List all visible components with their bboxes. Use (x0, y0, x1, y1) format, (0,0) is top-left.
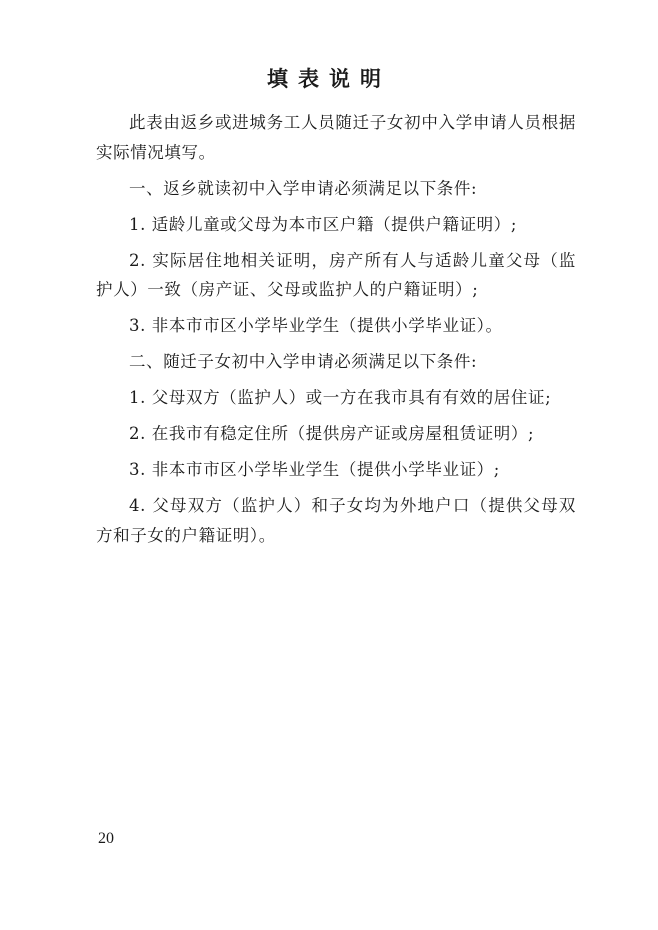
list-item: 3. 非本市市区小学毕业学生（提供小学毕业证）; (129, 460, 500, 479)
list-item: 2. 在我市有稳定住所（提供房产证或房屋租赁证明）; (129, 424, 535, 443)
section-heading-migrant: 二、随迁子女初中入学申请必须满足以下条件: (129, 352, 478, 371)
list-item: 4. 父母双方（监护人）和子女均为外地户口（提供父母双方和子女的户籍证明）。 (96, 496, 576, 545)
list-item: 1. 父母双方（监护人）或一方在我市具有有效的居住证; (129, 388, 552, 407)
list-item: 3. 非本市市区小学毕业学生（提供小学毕业证）。 (129, 316, 503, 335)
intro-paragraph: 此表由返乡或进城务工人员随迁子女初中入学申请人员根据实际情况填写。 (96, 113, 576, 162)
document-body (96, 108, 576, 557)
list-item: 1. 适龄儿童或父母为本市区户籍（提供户籍证明）; (129, 214, 518, 234)
page-number: 20 (98, 830, 114, 847)
list-item: 2. 实际居住地相关证明，房产所有人与适龄儿童父母（监护人）一致（房产证、父母或监护人的户籍证明）; (96, 250, 576, 299)
page-title: 填表说明 (267, 66, 391, 91)
section-heading-return: 一、返乡就读初中入学申请必须满足以下条件: (129, 178, 478, 198)
